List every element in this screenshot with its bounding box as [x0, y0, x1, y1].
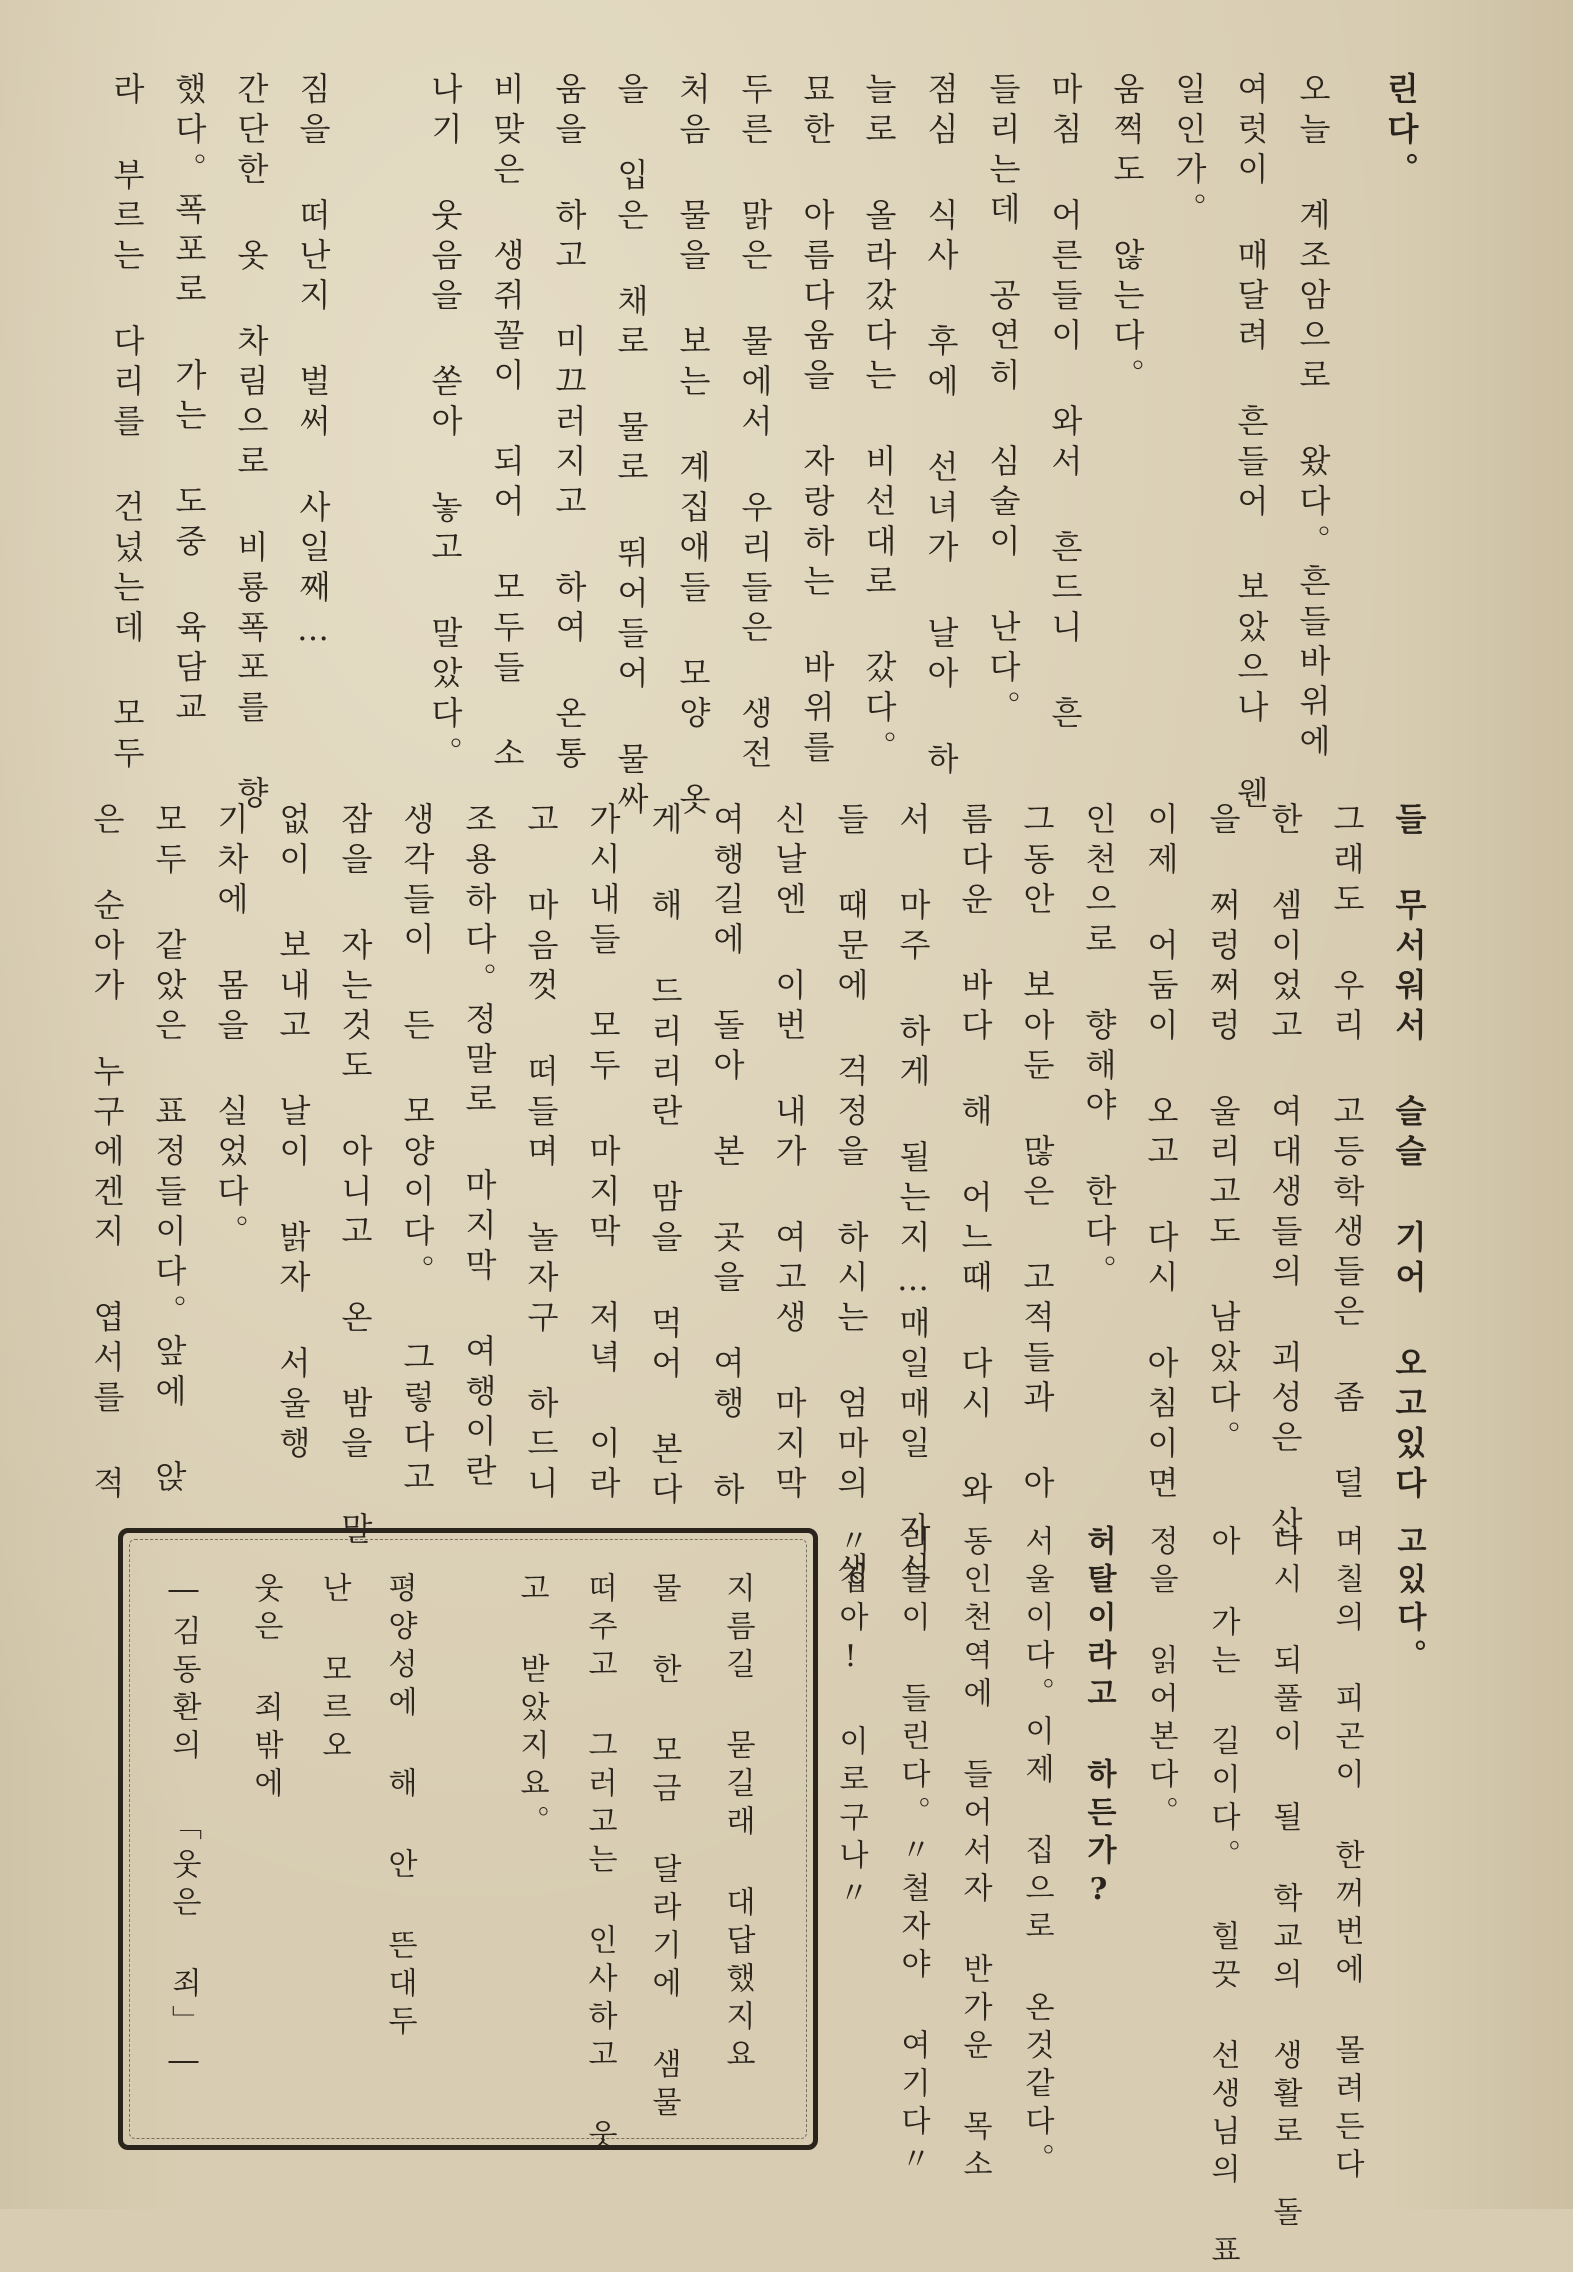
poem-attribution: ―김동환의 「웃은 죄」― — [166, 1572, 201, 2086]
text-column: 간단한 옷 차림으로 비룡폭포를 향 — [232, 72, 270, 816]
text-column: 〃집아! 이로구나〃 — [833, 1525, 868, 1915]
text-column: 모두 같았은 표정들이다。앞에 앉 — [150, 802, 188, 1500]
poem-line: 웃은 죄밖에 — [248, 1572, 283, 1805]
text-column: 일인가。 — [1170, 72, 1208, 232]
text-column: 고있다。 — [1391, 1525, 1426, 1677]
text-column: 비맞은 생쥐꼴이 되어 모두들 소 — [488, 72, 526, 776]
poem-line: 지름길 묻길래 대답했지요 — [720, 1572, 755, 2076]
text-column: 을 입은 채로 물로 뛰어들어 물싸 — [612, 72, 650, 822]
text-column: 기차에 몸을 실었다。 — [212, 802, 250, 1254]
text-column: 이제 어둠이 오고 다시 아침이면 — [1142, 802, 1180, 1506]
text-column: 늘로 올라갔다는 비선대로 갔다。 — [860, 72, 898, 770]
text-column: 은 순아가 누구에겐지 엽서를 적 — [88, 802, 126, 1506]
text-column: 허탈이라고 하든가? — [1081, 1525, 1116, 1915]
text-column: 움을 하고 미끄러지고 하여 온통 — [550, 72, 588, 776]
text-column: 가시내들 모두 마지막 저녁 이라 — [584, 802, 622, 1506]
text-column: 움쩍도 않는다。 — [1108, 72, 1146, 398]
text-column: 서 마주 하게 될는지…매일매일 자식 — [894, 802, 932, 1592]
text-column: 인천으로 향해야 한다。 — [1080, 802, 1118, 1294]
text-column: 했다。폭포로 가는 도중 육담교 — [170, 72, 208, 730]
text-column: 들 때문에 걱정을 하시는 엄마의 생 — [832, 802, 870, 1592]
text-column: 잠을 자는것도 아니고 온 밤을 말 — [336, 802, 374, 1552]
text-column: 마침 어른들이 와서 흔드니 흔 — [1046, 72, 1084, 736]
text-column: 한 셈이었고 여대생들의 괴성은 산 — [1266, 802, 1304, 1546]
poem-line: 떠주고 그러고는 인사하고 웃 — [582, 1572, 617, 2157]
poem-box — [118, 1528, 818, 2157]
poem-line: 고 받았지요。 — [514, 1572, 549, 1843]
poem-line: 물 한 모금 달라기에 샘물 — [646, 1572, 681, 2124]
text-column: 생각들이 든 모양이다。 그렇다고 — [398, 802, 436, 1500]
text-column: 게 해 드리리란 맘을 먹어 본다 — [646, 802, 684, 1512]
text-column: 그래도 우리 고등학생들은 좀 덜 — [1328, 802, 1366, 1506]
text-column: 정을 읽어본다。 — [1143, 1525, 1178, 1834]
text-column: 리들이 들린다。〃철자야 여기다〃 — [895, 1525, 930, 2181]
text-column: 다시 되풀이 될 학교의 생활로 돌 — [1267, 1525, 1302, 2234]
text-column: 그동안 보아둔 많은 고적들과 아 — [1018, 802, 1056, 1506]
poem-line: 난 모르오 — [316, 1572, 351, 1767]
text-column: 을 쩌렁쩌렁 울리고도 남았다。 — [1204, 802, 1242, 1460]
text-column: 여럿이 매달려 흔들어 보았으나 웬 — [1232, 72, 1270, 816]
text-column: 없이 보내고 날이 밝자 서울행 — [274, 802, 312, 1466]
text-column: 들리는데 공연히 심술이 난다。 — [984, 72, 1022, 730]
text-column: 름다운 바다 해 어느때 다시 와 — [956, 802, 994, 1512]
text-column: 서울이다。이제 집으로 온것같다。 — [1019, 1525, 1054, 2181]
text-column: 신날엔 이번 내가 여고생 마지막 — [770, 802, 808, 1506]
text-column: 린다。 — [1382, 72, 1420, 192]
text-column: 처음 물을 보는 계집애들 모양 옷 — [674, 72, 712, 822]
text-column: 고 마음껏 떠들며 놀자구 하드니 — [522, 802, 560, 1506]
text-column: 짐을 떠난지 벌써 사일째… — [294, 72, 332, 656]
text-column: 묘한 아름다움을 자랑하는 바위를 — [798, 72, 836, 770]
poem-line: 평양성에 해 안 뜬대두 — [382, 1572, 417, 2043]
text-column: 여행길에 돌아 본 곳을 여행 하 — [708, 802, 746, 1512]
text-column: 두른 맑은 물에서 우리들은 생전 — [736, 72, 774, 776]
text-column: 동인천역에 들어서자 반가운 목소 — [957, 1525, 992, 2186]
text-column: 아 가는 길이다。 힐끗 선생님의 표 — [1205, 1525, 1240, 2272]
text-column: 나기 웃음을 쏟아 놓고 말았다。 — [426, 72, 464, 776]
text-column: 며칠의 피곤이 한꺼번에 몰려든다 — [1329, 1525, 1364, 2186]
text-column: 오늘 계조암으로 왔다。흔들바위에 — [1294, 72, 1332, 764]
text-column: 들 무서워서 슬슬 기어 오고있다 — [1390, 802, 1428, 1506]
text-column: 점심 식사 후에 선녀가 날아 하 — [922, 72, 960, 782]
text-column: 라 부르는 다리를 건넜는데 모두 — [108, 72, 146, 776]
text-column: 조용하다。정말로 마지막 여행이란 — [460, 802, 498, 1494]
